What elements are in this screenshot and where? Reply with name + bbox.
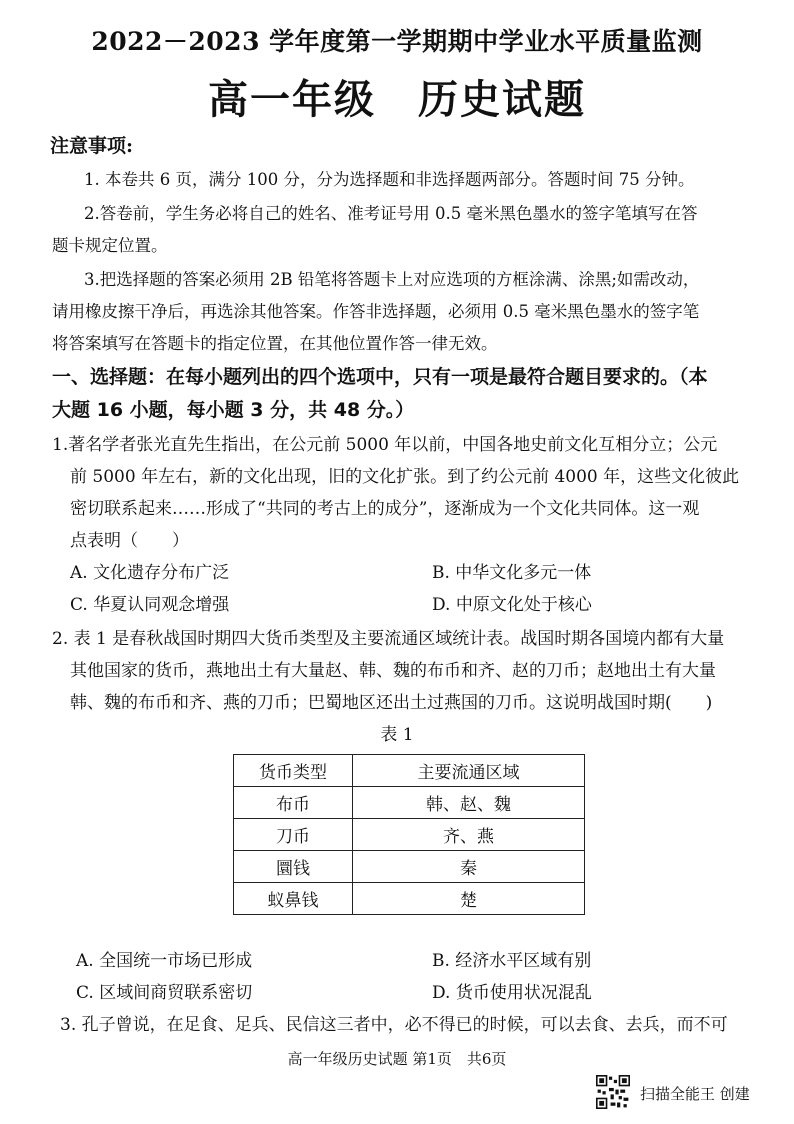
notice-line: 2.答卷前，学生务必将自己的姓名、准考证号用 0.5 毫米黑色墨水的签字笔填写在答: [84, 204, 698, 223]
table-header-row: [234, 755, 585, 787]
question-2-option-c: C. 区域间商贸联系密切: [76, 983, 253, 1003]
notice-line: 将答案填写在答题卡的指定位置，在其他位置作答一律无效。: [52, 334, 498, 353]
table-header-cell: 货币类型: [234, 755, 353, 787]
table-header-cell: 主要流通区域: [353, 755, 585, 787]
page-footer: 高一年级历史试题 第1页 共6页: [287, 1050, 507, 1068]
question-2-line: 2. 表 1 是春秋战国时期四大货币类型及主要流通区域统计表。战国时期各国境内都有大量: [52, 629, 725, 649]
exam-title: 2022－2023 学年度第一学期期中学业水平质量监测: [91, 27, 703, 56]
question-2-option-a: A. 全国统一市场已形成: [76, 951, 253, 971]
table-cell: 齐、燕: [353, 819, 585, 851]
notice-line: 1. 本卷共 6 页，满分 100 分，分为选择题和非选择题两部分。答题时间 75 分钟。: [84, 170, 695, 189]
question-2-option-d: D. 货币使用状况混乱: [432, 983, 592, 1003]
question-1-line: 点表明（ ）: [70, 531, 189, 551]
question-1-line: 前 5000 年左右，新的文化出现，旧的文化扩张。到了约公元前 4000 年，这些文化彼此: [70, 467, 740, 487]
table-cell: 蚁鼻钱: [234, 883, 353, 915]
qr-code-icon: [596, 1075, 630, 1109]
table-row: [234, 819, 585, 851]
table-cell: 秦: [353, 851, 585, 883]
question-1-option-c: C. 华夏认同观念增强: [70, 595, 230, 615]
question-1-line: 1.著名学者张光直先生指出，在公元前 5000 年以前，中国各地史前文化互相分立；公元: [52, 435, 718, 455]
table-cell: 刀币: [234, 819, 353, 851]
section-heading: 一、选择题：在每小题列出的四个选项中，只有一项是最符合题目要求的。（本: [52, 366, 708, 388]
table-cell: 布币: [234, 787, 353, 819]
currency-table: [233, 754, 585, 915]
question-2-line: 韩、魏的布币和齐、燕的刀币；巴蜀地区还出土过燕国的刀币。这说明战国时期( ): [70, 693, 713, 713]
question-2-line: 其他国家的货币，燕地出土有大量赵、韩、魏的布币和齐、赵的刀币；赵地出土有大量: [70, 661, 716, 681]
notice-line: 3.把选择题的答案必须用 2B 铅笔将答题卡上对应选项的方框涂满、涂黑;如需改动，: [84, 270, 700, 289]
notice-line: 请用橡皮擦干净后，再选涂其他答案。作答非选择题，必须用 0.5 毫米黑色墨水的签字笔: [52, 302, 700, 321]
subject-title: 高一年级 历史试题: [208, 76, 586, 123]
question-1-line: 密切联系起来……形成了“共同的考古上的成分”，逐渐成为一个文化共同体。这一观: [70, 499, 700, 519]
notice-line: 题卡规定位置。: [52, 236, 168, 255]
table-row: [234, 851, 585, 883]
scanner-watermark: 扫描全能王 创建: [640, 1085, 750, 1103]
notice-heading: 注意事项:: [50, 135, 134, 157]
table-row: [234, 787, 585, 819]
question-1-option-a: A. 文化遗存分布广泛: [70, 563, 230, 583]
table-caption: 表 1: [380, 725, 414, 745]
question-1-option-d: D. 中原文化处于核心: [432, 595, 592, 615]
question-2-option-b: B. 经济水平区域有别: [432, 951, 592, 971]
table-cell: 韩、赵、魏: [353, 787, 585, 819]
table-cell: 圜钱: [234, 851, 353, 883]
table-row: [234, 883, 585, 915]
table-cell: 楚: [353, 883, 585, 915]
question-1-option-b: B. 中华文化多元一体: [432, 563, 592, 583]
section-heading: 大题 16 小题，每小题 3 分，共 48 分。）: [52, 399, 415, 421]
question-3-line: 3. 孔子曾说，在足食、足兵、民信这三者中，必不得已的时候，可以去食、去兵，而不可: [60, 1015, 728, 1035]
